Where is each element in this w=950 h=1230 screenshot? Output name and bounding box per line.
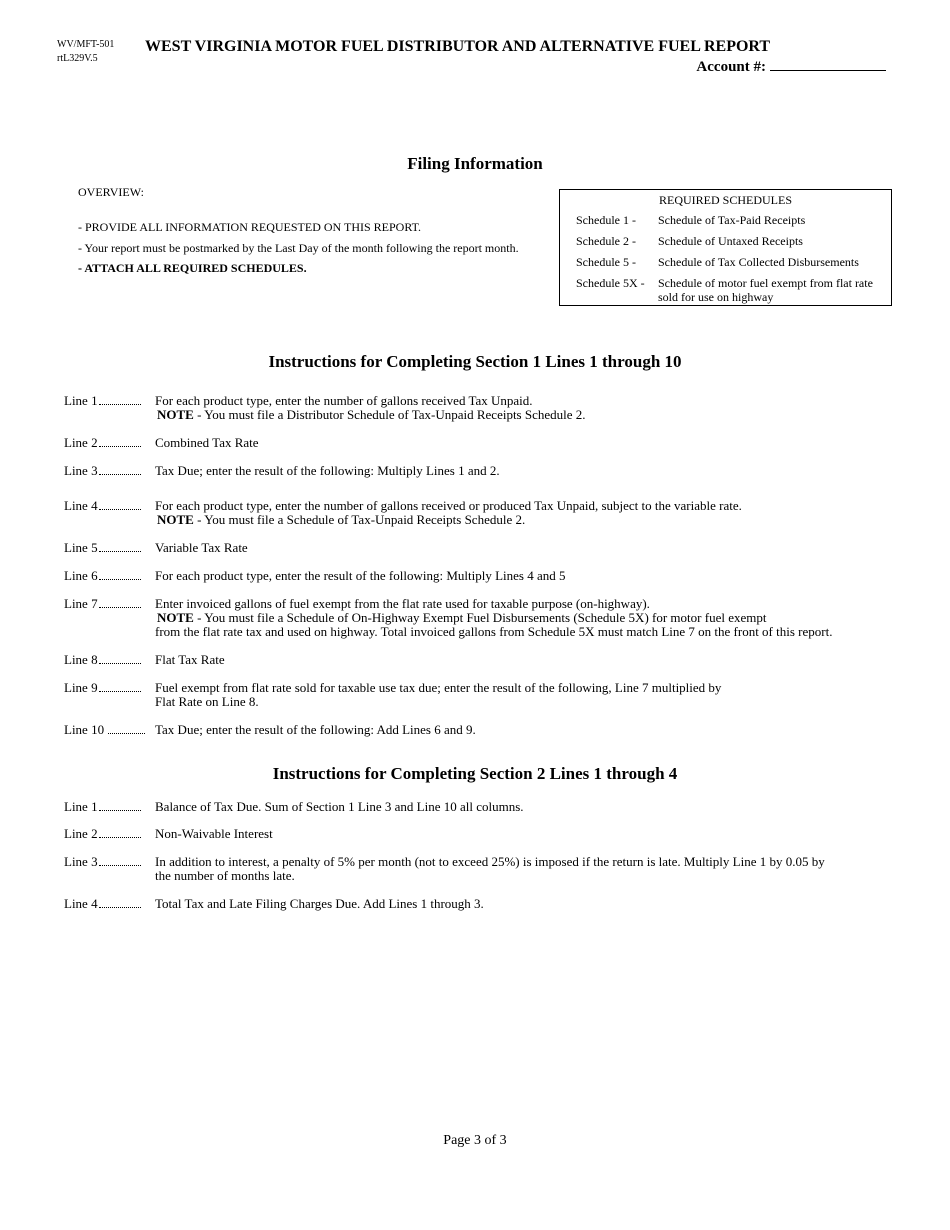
- line-label: Line 8: [64, 653, 141, 667]
- line-text: Variable Tax Rate: [155, 540, 248, 555]
- dot-leader: [99, 855, 141, 866]
- line-label: Line 6: [64, 569, 141, 583]
- dot-leader: [99, 541, 141, 552]
- dot-leader: [99, 436, 141, 447]
- line-label: Line 10: [64, 723, 145, 737]
- line-text: Combined Tax Rate: [155, 435, 259, 450]
- dot-leader: [99, 653, 141, 664]
- line-text: In addition to interest, a penalty of 5% per month (not to exceed 25%) is imposed if the return is late. Multiply Line 1 by 0.05 by the number of months late.: [155, 854, 825, 883]
- line-label: Line 4: [64, 897, 141, 911]
- form-id: WV/MFT-501: [57, 39, 115, 50]
- line-text: For each product type, enter the number of gallons received or produced Tax Unpaid, subject to the variable rate. NOTE - You must file a Schedule of Tax-Unpaid Receipts Schedule 2.: [155, 498, 742, 527]
- line-label: Line 2: [64, 436, 141, 450]
- section2-title: Instructions for Completing Section 2 Lines 1 through 4: [272, 764, 678, 783]
- page-number: Page 3 of 3: [443, 1133, 507, 1148]
- note-label: NOTE: [157, 610, 194, 625]
- overview-item-1: - PROVIDE ALL INFORMATION REQUESTED ON THIS REPORT.: [78, 220, 422, 234]
- dot-leader: [99, 597, 141, 608]
- dot-leader: [99, 569, 141, 580]
- account-label: Account #:: [696, 59, 766, 75]
- filing-info-title: Filing Information: [407, 154, 543, 173]
- line-label: Line 3: [64, 464, 141, 478]
- dot-leader: [108, 723, 145, 734]
- line-text: Fuel exempt from flat rate sold for taxable use tax due; enter the result of the following, Line 7 multiplied by Flat Rate on Line 8.: [155, 680, 722, 709]
- overview-label: OVERVIEW:: [78, 185, 144, 199]
- schedule-name: Schedule 5X -: [576, 276, 645, 290]
- schedule-name: Schedule 5 -: [576, 255, 636, 269]
- schedule-desc: Schedule of motor fuel exempt from flat rate sold for use on highway: [658, 276, 873, 304]
- line-text: For each product type, enter the number of gallons received Tax Unpaid. NOTE - You must file a Distributor Schedule of Tax-Unpaid Receipts Schedule 2.: [155, 393, 586, 422]
- dot-leader: [99, 681, 141, 692]
- overview-item-3: - ATTACH ALL REQUIRED SCHEDULES.: [78, 261, 307, 275]
- schedule-name: Schedule 2 -: [576, 234, 636, 248]
- line-text: Balance of Tax Due. Sum of Section 1 Line 3 and Line 10 all columns.: [155, 799, 524, 814]
- form-revision: rtL329V.5: [57, 53, 98, 64]
- line-label: Line 5: [64, 541, 141, 555]
- dot-leader: [99, 827, 141, 838]
- line-text: Flat Tax Rate: [155, 652, 225, 667]
- note-label: NOTE: [157, 512, 194, 527]
- required-schedules-title: REQUIRED SCHEDULES: [658, 193, 792, 207]
- required-schedules-box: [559, 189, 892, 306]
- dot-leader: [99, 897, 141, 908]
- line-text: Enter invoiced gallons of fuel exempt from the flat rate used for taxable purpose (on-highway). NOTE - You must file a Schedule of On-Highway Exempt Fuel Disbursements (Schedule 5X) for motor fuel exempt from the flat rate tax and used on highway. Total invoiced gallons from Schedule 5X must match Line 7 on the front of this report.: [155, 596, 833, 639]
- line-text: Total Tax and Late Filing Charges Due. Add Lines 1 through 3.: [155, 896, 484, 911]
- line-label: Line 7: [64, 597, 141, 611]
- line-text: Tax Due; enter the result of the following: Add Lines 6 and 9.: [155, 722, 476, 737]
- line-label: Line 1: [64, 394, 141, 408]
- account-blank-line: [770, 58, 886, 71]
- schedule-desc: Schedule of Untaxed Receipts: [658, 234, 803, 248]
- line-text: For each product type, enter the result of the following: Multiply Lines 4 and 5: [155, 568, 566, 583]
- note-text: - You must file a Schedule of On-Highway Exempt Fuel Disbursements (Schedule 5X) for motor fuel exempt: [193, 610, 767, 625]
- dot-leader: [99, 464, 141, 475]
- line-label: Line 3: [64, 855, 141, 869]
- dot-leader: [99, 499, 141, 510]
- report-title: WEST VIRGINIA MOTOR FUEL DISTRIBUTOR AND ALTERNATIVE FUEL REPORT: [145, 38, 771, 55]
- schedule-name: Schedule 1 -: [576, 213, 636, 227]
- schedule-desc: Schedule of Tax-Paid Receipts: [658, 213, 806, 227]
- line-label: Line 9: [64, 681, 141, 695]
- schedule-desc: Schedule of Tax Collected Disbursements: [658, 255, 859, 269]
- line-text: Tax Due; enter the result of the following: Multiply Lines 1 and 2.: [155, 463, 500, 478]
- account-number: [696, 58, 886, 76]
- line-label: Line 1: [64, 800, 141, 814]
- note-text: - You must file a Schedule of Tax-Unpaid Receipts Schedule 2.: [193, 512, 526, 527]
- line-label: Line 4: [64, 499, 141, 513]
- section1-title: Instructions for Completing Section 1 Lines 1 through 10: [268, 352, 682, 371]
- form-id-block: [57, 38, 114, 66]
- line-label: Line 2: [64, 827, 141, 841]
- overview-item-2: - Your report must be postmarked by the Last Day of the month following the report month.: [78, 241, 519, 255]
- note-label: NOTE: [157, 407, 194, 422]
- note-text: - You must file a Distributor Schedule of Tax-Unpaid Receipts Schedule 2.: [193, 407, 586, 422]
- dot-leader: [99, 394, 141, 405]
- line-text: Non-Waivable Interest: [155, 826, 273, 841]
- dot-leader: [99, 800, 141, 811]
